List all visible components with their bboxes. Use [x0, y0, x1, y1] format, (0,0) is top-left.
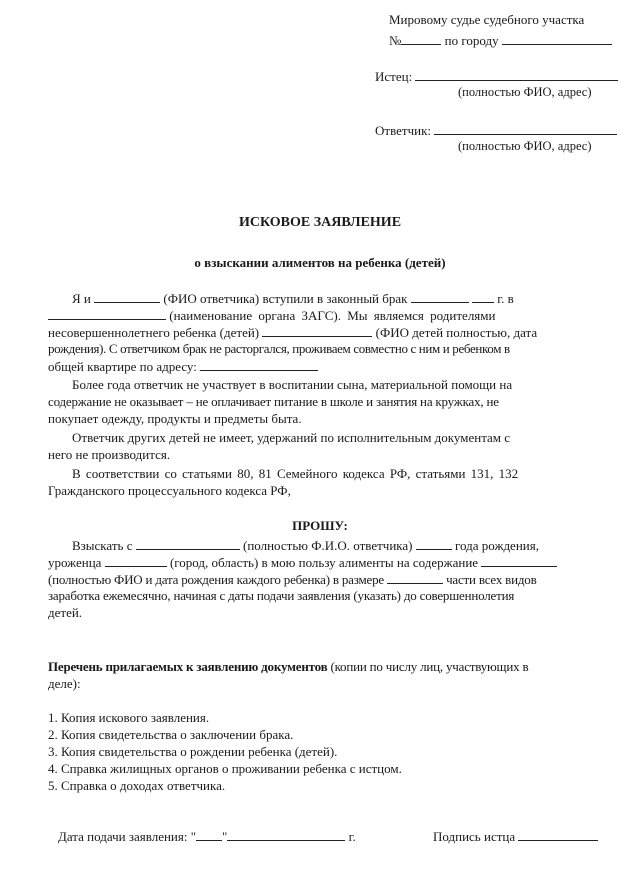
plaintiff-hint: (полностью ФИО, адрес): [458, 85, 592, 99]
quote-open: ": [190, 829, 197, 844]
p1-text-c: г. в: [497, 291, 514, 306]
p2-line1: Более года ответчик не участвует в воспитании сына, материальной помощи на: [72, 377, 513, 392]
request-text-a: Взыскать с: [72, 538, 133, 553]
signature-row: [433, 828, 598, 845]
blank-defendant[interactable]: [434, 122, 617, 135]
defendant-row: [375, 122, 617, 139]
year-suffix: г.: [348, 829, 356, 844]
p2-line3: покупает одежду, продукты и предметы быта.: [48, 411, 302, 426]
plaintiff-label: Истец:: [375, 69, 413, 84]
list-item: 1. Копия искового заявления.: [48, 710, 210, 725]
p1-text-l3a: несовершеннолетнего ребенка (детей): [48, 325, 260, 340]
request-line4: заработка ежемесячно, начиная с даты подачи заявления (указать) до совершеннолетия: [48, 588, 515, 603]
request-line5: детей.: [48, 605, 83, 620]
request-text-l2a: уроженца: [48, 555, 102, 570]
document-title: ИСКОВОЕ ЗАЯВЛЕНИЕ: [238, 215, 402, 230]
document-subtitle: о взыскании алиментов на ребенка (детей): [194, 255, 446, 270]
header-court-text: Мировому судье судебного участка: [389, 12, 585, 27]
p1-line5: [48, 358, 318, 375]
p1-text-l5: общей квартире по адресу:: [48, 359, 197, 374]
p4-line2: Гражданского процессуального кодекса РФ,: [48, 483, 291, 498]
blank-share[interactable]: [387, 571, 443, 584]
request-line1: [72, 537, 539, 554]
request-text-c: года рождения,: [455, 538, 539, 553]
p1-line3: [48, 324, 537, 341]
blank-birthplace[interactable]: [105, 554, 167, 567]
list-item: 3. Копия свидетельства о рождении ребенка (детей).: [48, 744, 338, 759]
blank-registry-office[interactable]: [48, 307, 166, 320]
attachments-heading-line2: деле):: [48, 676, 81, 691]
filing-date-row: [58, 828, 356, 845]
header-court-number: [389, 32, 612, 49]
blank-month[interactable]: [227, 828, 345, 841]
blank-plaintiff[interactable]: [415, 68, 618, 81]
number-sign: №: [389, 33, 402, 48]
attachments-heading-bold: Перечень прилагаемых к заявлению документов: [48, 659, 328, 674]
defendant-hint: (полностью ФИО, адрес): [458, 139, 592, 153]
p4-line1: В соответствии со статьями 80, 81 Семейного кодекса РФ, статьями 131, 132: [72, 466, 519, 481]
plaintiff-row: [375, 68, 618, 85]
p1-line4: рождения). С ответчиком брак не расторгался, проживаем совместно с ним и ребенком в: [48, 341, 510, 356]
blank-marriage-date[interactable]: [411, 290, 469, 303]
request-text-b: (полностью Ф.И.О. ответчика): [243, 538, 413, 553]
request-text-l2b: (город, область) в мою пользу алименты на содержание: [169, 555, 479, 570]
request-text-l3a: (полностью ФИО и дата рождения каждого ребенка) в размере: [48, 572, 384, 587]
p1-text-a: Я и: [72, 291, 91, 306]
p1-text-l2: (наименование органа ЗАГС). Мы являемся родителями: [169, 308, 496, 323]
blank-city[interactable]: [502, 32, 612, 45]
request-title: ПРОШУ:: [292, 518, 348, 533]
blank-children-info[interactable]: [481, 554, 557, 567]
blank-defendant-full-name[interactable]: [136, 537, 240, 550]
filing-date-label: Дата подачи заявления:: [58, 829, 188, 844]
request-text-l3b: части всех видов: [446, 572, 537, 587]
p2-line2: содержание не оказывает – не оплачивает питание в школе и занятия на кружках, не: [48, 394, 499, 409]
p1-text-b: (ФИО ответчика) вступили в законный брак: [163, 291, 408, 306]
quote-close: ": [222, 829, 228, 844]
blank-signature[interactable]: [518, 828, 598, 841]
p3-line2: него не производится.: [48, 447, 171, 462]
request-line2: [48, 554, 557, 571]
blank-defendant-name[interactable]: [94, 290, 160, 303]
list-item: 4. Справка жилищных органов о проживании ребенка с истцом.: [48, 761, 402, 776]
header-court: [389, 12, 584, 28]
attachments-heading: [48, 659, 528, 675]
blank-address[interactable]: [200, 358, 318, 371]
blank-day[interactable]: [196, 828, 222, 841]
blank-court-number[interactable]: [401, 32, 441, 45]
blank-children-names[interactable]: [262, 324, 372, 337]
defendant-label: Ответчик:: [375, 123, 432, 138]
request-line3: [48, 571, 537, 588]
blank-marriage-year[interactable]: [472, 290, 494, 303]
list-item: 2. Копия свидетельства о заключении брака.: [48, 727, 294, 742]
list-item: 5. Справка о доходах ответчика.: [48, 778, 226, 793]
attachments-heading-rest: (копии по числу лиц, участвующих в: [327, 659, 529, 674]
p1-line1: [72, 290, 514, 307]
p1-text-l3b: (ФИО детей полностью, дата: [375, 325, 538, 340]
signature-label: Подпись истца: [433, 829, 516, 844]
city-label: по городу: [444, 33, 499, 48]
p3-line1: Ответчик других детей не имеет, удержаний по исполнительным документам с: [72, 430, 511, 445]
blank-birth-year[interactable]: [416, 537, 452, 550]
p1-line2: [48, 307, 495, 324]
